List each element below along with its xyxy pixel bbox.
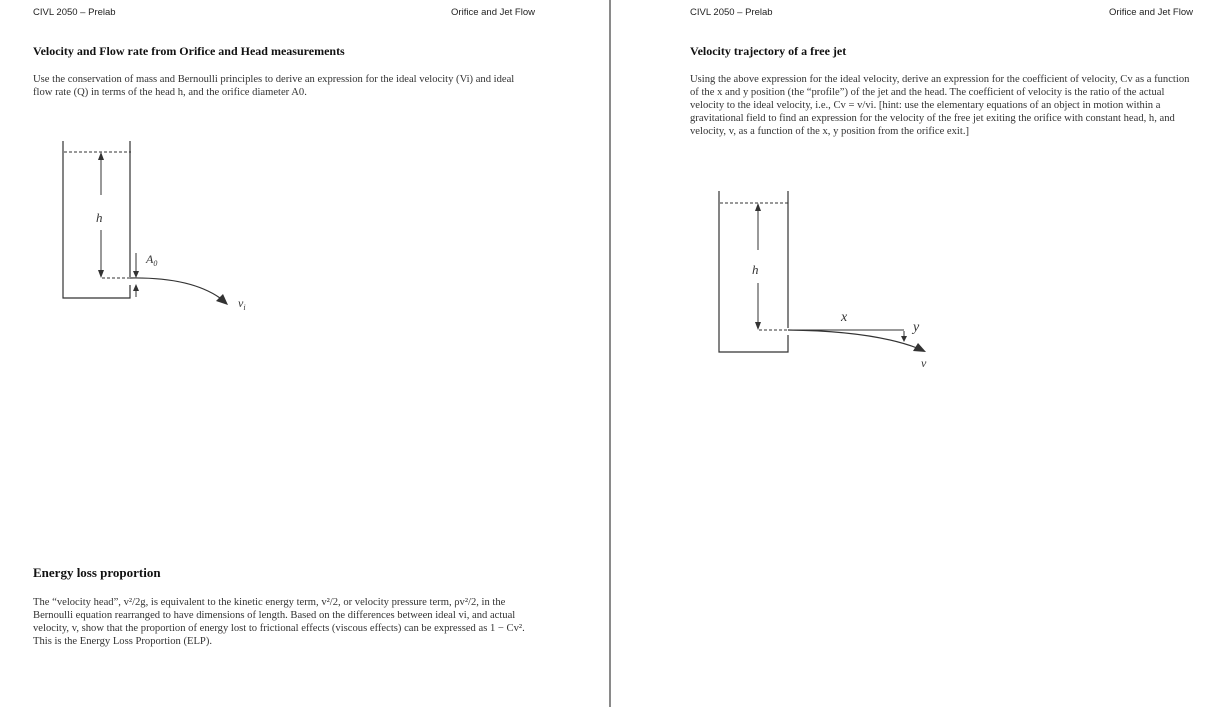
header-topic: Orifice and Jet Flow [1109,7,1193,18]
section-title-velocity-flow: Velocity and Flow rate from Orifice and Head measurements [33,44,345,58]
page-divider [609,0,611,707]
head-label: h [752,262,759,277]
section-title-energy-loss: Energy loss proportion [33,565,161,580]
velocity-label: v [921,356,927,370]
section-title-free-jet: Velocity trajectory of a free jet [690,44,847,58]
section-text-energy-loss: The “velocity head”, v²/2g, is equivalent to the kinetic energy term, v²/2, or velocity pressure term, ρv²/2, in the Bernoulli equation rearranged to have dimensions of length. Based on the differences between ideal vi, and actual velocity, v, show that the proportion of energy lost to frictional effects (viscous effects) can be expressed as 1 − Cv². This is the Energy Loss Proportion (ELP). [33,597,525,647]
head-label: h [96,210,103,225]
section-text-free-jet: Using the above expression for the ideal velocity, derive an expression for the coefficient of velocity, Cv as a function of the x and y position (the “profile”) of the jet and the head. The coefficient of velocity is the ratio of the actual velocity to the ideal velocity, i.e., Cv = v/vi. [hint: use the elementary equations of an object in motion within a gravitational field to find an expression for the velocity of the free jet exiting the orifice with constant head, h, and velocity, v, as a function of the x, y position from the orifice exit.] [690,74,1190,137]
left-page [0,0,609,707]
section-text-velocity-flow: Use the conservation of mass and Bernoulli principles to derive an expression for the ideal velocity (Vi) and ideal flow rate (Q) in terms of the head h, and the orifice diameter A0. [33,74,515,98]
x-label: x [841,310,848,325]
header-course: CIVL 2050 – Prelab [33,7,116,18]
y-label: y [913,320,920,335]
orifice-tank-figure [50,135,250,325]
header-course: CIVL 2050 – Prelab [690,7,773,18]
header-topic: Orifice and Jet Flow [451,7,535,18]
right-page [612,0,1219,707]
velocity-label: $v_i$ [238,296,246,312]
area-label: $A_0$ [146,252,158,268]
free-jet-figure [712,185,952,375]
